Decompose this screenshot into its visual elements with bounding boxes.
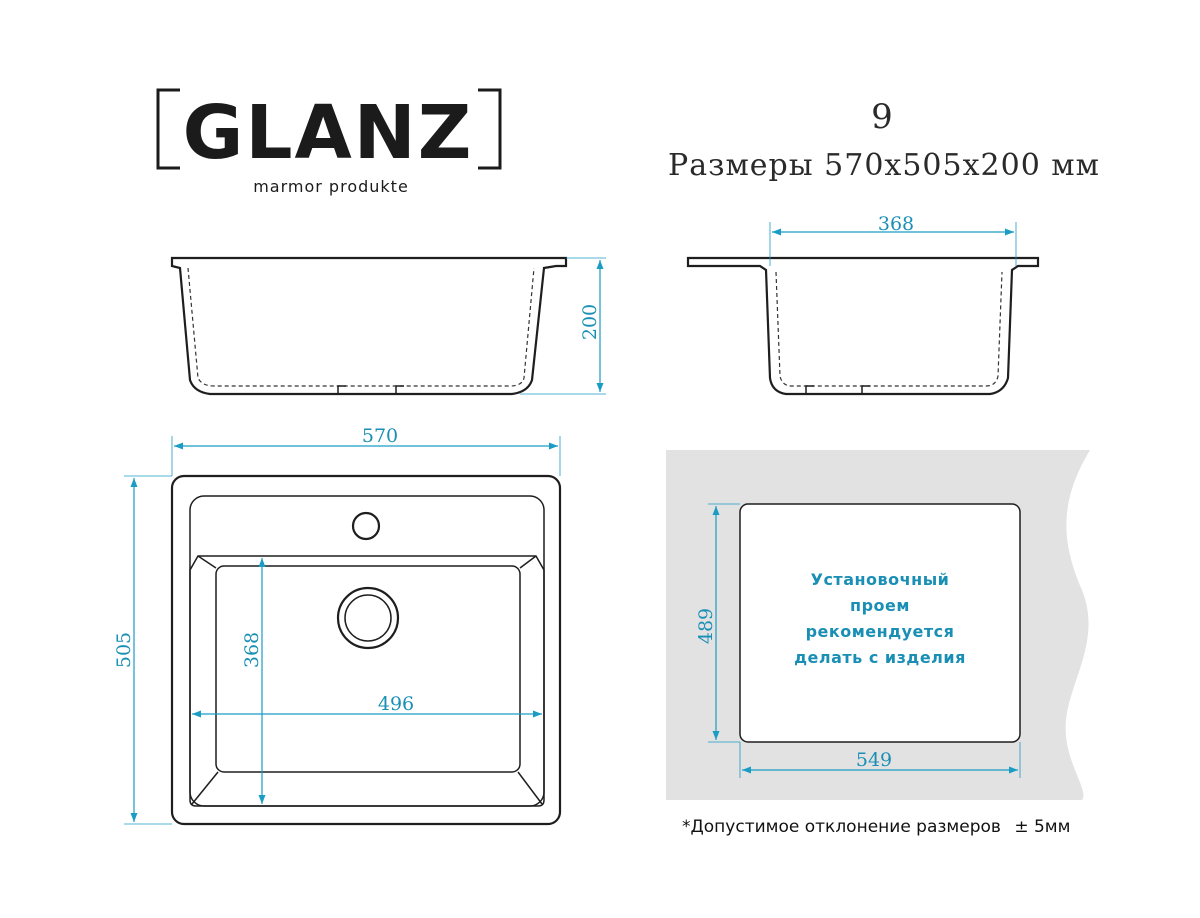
bowl-corner-tr <box>520 556 536 568</box>
cutout-height-label: 489 <box>695 607 717 645</box>
logo-bracket-left <box>158 90 180 168</box>
logo-bracket-right <box>478 90 500 168</box>
brand-name: GLANZ <box>182 90 474 176</box>
tap-hole <box>353 513 379 539</box>
top-view-bowl-outer <box>190 556 544 806</box>
cutout-view <box>666 450 1090 800</box>
side-view <box>172 258 606 394</box>
dimensions-title: Размеры 570х505х200 мм <box>668 148 1100 183</box>
bowl-corner-br <box>518 772 542 804</box>
tolerance-note-text: *Допустимое отклонение размеров <box>682 817 1001 837</box>
drain-inner-ring <box>345 595 391 641</box>
side-view-outline <box>172 258 566 394</box>
brand-tagline: marmor produkte <box>253 177 409 196</box>
tolerance-note-value: ± 5мм <box>1014 817 1071 837</box>
overall-width-label: 570 <box>361 425 399 447</box>
overall-depth-label: 505 <box>113 631 135 669</box>
brand-logo <box>158 90 500 196</box>
side-view-rib-left <box>338 386 346 394</box>
front-view-outline <box>688 258 1038 394</box>
side-view-inner-dashes <box>188 268 534 386</box>
front-view-rib-right <box>862 386 870 394</box>
bowl-corner-tl <box>198 556 216 568</box>
tolerance-note <box>682 817 1070 837</box>
cutout-note-line-2: проем <box>850 596 910 615</box>
model-number: 9 <box>871 97 893 137</box>
side-depth-label: 200 <box>579 303 601 341</box>
front-view-rib-left <box>806 386 814 394</box>
front-bowl-width-label: 368 <box>877 213 915 235</box>
front-view-inner-dashes <box>776 272 1002 386</box>
drain-outer-ring <box>338 588 398 648</box>
cutout-note-line-4: делать с изделия <box>794 648 966 667</box>
cutout-width-label: 549 <box>855 749 893 771</box>
bowl-corner-bl <box>192 772 218 804</box>
cutout-note-line-1: Установочный <box>810 570 950 589</box>
side-view-rib-right <box>396 386 404 394</box>
bowl-width-label: 496 <box>377 693 415 715</box>
cutout-note-line-3: рекомендуется <box>805 622 955 641</box>
front-view <box>688 213 1038 394</box>
top-view <box>113 425 560 824</box>
bowl-depth-label: 368 <box>241 631 263 669</box>
